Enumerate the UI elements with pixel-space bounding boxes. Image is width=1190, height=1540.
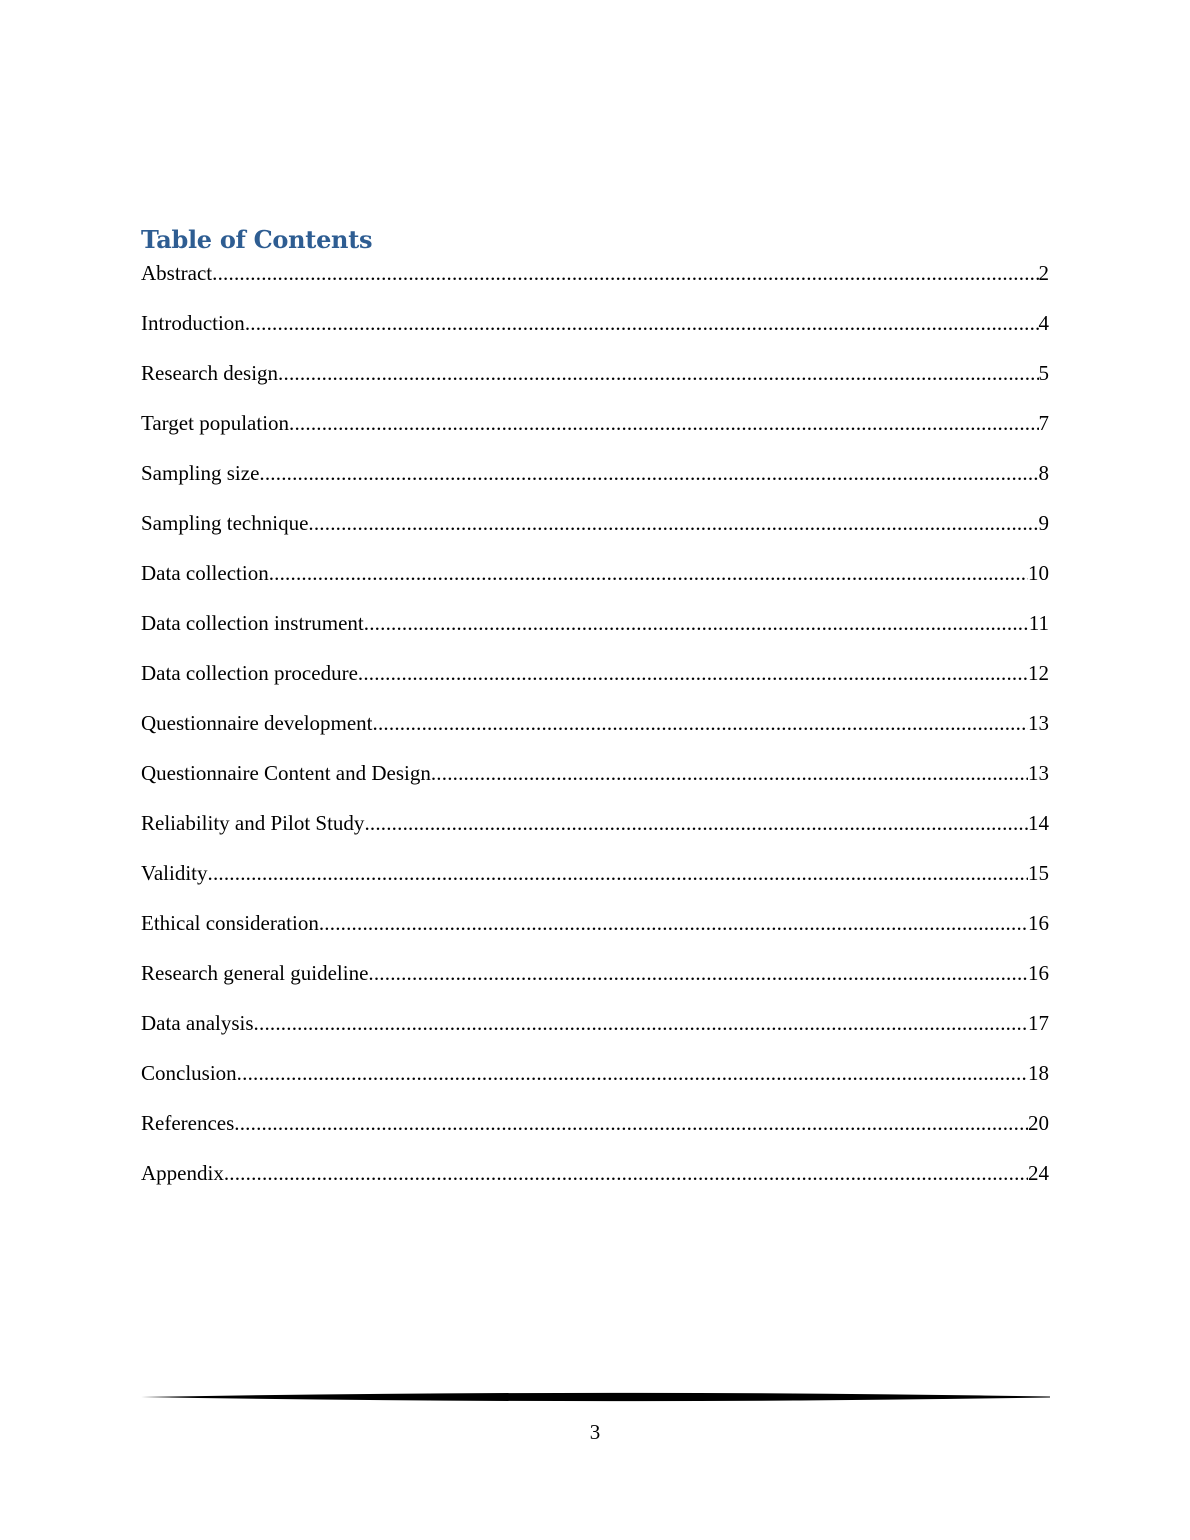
toc-entry-page: 5 — [1038, 361, 1049, 385]
toc-entry-label: Target population — [141, 411, 290, 435]
toc-entry-label: Questionnaire development — [141, 711, 373, 735]
toc-entry-data-collection-procedure[interactable] — [141, 659, 1049, 709]
toc-entry-validity[interactable] — [141, 859, 1049, 909]
toc-entry-sampling-size[interactable] — [141, 459, 1049, 509]
toc-entry-target-population[interactable] — [141, 409, 1049, 459]
footer-divider — [141, 1389, 1050, 1405]
toc-entry-page: 13 — [1028, 711, 1049, 735]
toc-entry-data-collection[interactable] — [141, 559, 1049, 609]
toc-entry-conclusion[interactable] — [141, 1059, 1049, 1109]
toc-entry-label: Validity — [141, 861, 208, 885]
toc-list — [141, 259, 1049, 1209]
toc-entry-page: 16 — [1028, 961, 1049, 985]
toc-entry-page: 15 — [1028, 861, 1049, 885]
toc-entry-label: Research general guideline — [141, 961, 369, 985]
toc-entry-ethical-consideration[interactable] — [141, 909, 1049, 959]
toc-leader — [289, 409, 1038, 437]
toc-entry-page: 20 — [1028, 1111, 1049, 1135]
toc-entry-questionnaire-development[interactable] — [141, 709, 1049, 759]
toc-entry-page: 13 — [1028, 761, 1049, 785]
toc-leader — [319, 909, 1028, 937]
toc-entry-page: 9 — [1038, 511, 1049, 535]
toc-entry-page: 18 — [1028, 1061, 1049, 1085]
toc-entry-page: 14 — [1028, 811, 1049, 835]
toc-entry-page: 8 — [1038, 461, 1049, 485]
toc-leader — [373, 709, 1028, 737]
toc-title: Table of Contents — [141, 225, 373, 254]
toc-entry-page: 11 — [1028, 611, 1049, 635]
toc-leader — [358, 659, 1028, 687]
toc-entry-introduction[interactable] — [141, 309, 1049, 359]
toc-entry-research-general-guideline[interactable] — [141, 959, 1049, 1009]
toc-leader — [245, 309, 1039, 337]
toc-leader — [212, 259, 1038, 287]
toc-entry-label: Questionnaire Content and Design — [141, 761, 431, 785]
toc-entry-label: Sampling technique — [141, 511, 309, 535]
toc-entry-questionnaire-content-and-design[interactable] — [141, 759, 1049, 809]
toc-entry-label: Data analysis — [141, 1011, 254, 1035]
toc-leader — [431, 759, 1028, 787]
toc-leader — [237, 1059, 1028, 1087]
toc-entry-label: References — [141, 1111, 235, 1135]
toc-entry-label: Sampling size — [141, 461, 260, 485]
toc-entry-label: Data collection instrument — [141, 611, 364, 635]
toc-leader — [269, 559, 1028, 587]
toc-leader — [308, 509, 1038, 537]
toc-entry-page: 2 — [1038, 261, 1049, 285]
page-number: 3 — [589, 1420, 601, 1444]
toc-entry-label: Appendix — [141, 1161, 224, 1185]
toc-entry-sampling-technique[interactable] — [141, 509, 1049, 559]
toc-entry-page: 12 — [1028, 661, 1049, 685]
toc-entry-label: Ethical consideration — [141, 911, 319, 935]
toc-entry-data-collection-instrument[interactable] — [141, 609, 1049, 659]
toc-entry-references[interactable] — [141, 1109, 1049, 1159]
toc-entry-label: Abstract — [141, 261, 213, 285]
toc-entry-page: 16 — [1028, 911, 1049, 935]
toc-leader — [368, 959, 1028, 987]
toc-entry-label: Data collection — [141, 561, 269, 585]
toc-entry-abstract[interactable] — [141, 259, 1049, 309]
toc-leader — [234, 1109, 1028, 1137]
toc-leader — [278, 359, 1038, 387]
toc-entry-research-design[interactable] — [141, 359, 1049, 409]
toc-entry-label: Conclusion — [141, 1061, 237, 1085]
toc-entry-label: Data collection procedure — [141, 661, 358, 685]
toc-leader — [259, 459, 1038, 487]
toc-leader — [364, 809, 1028, 837]
toc-entry-page: 17 — [1028, 1011, 1049, 1035]
toc-entry-label: Reliability and Pilot Study — [141, 811, 365, 835]
toc-entry-data-analysis[interactable] — [141, 1009, 1049, 1059]
toc-entry-label: Research design — [141, 361, 279, 385]
toc-entry-page: 24 — [1028, 1161, 1049, 1185]
toc-leader — [364, 609, 1029, 637]
toc-entry-appendix[interactable] — [141, 1159, 1049, 1209]
toc-entry-reliability-and-pilot-study[interactable] — [141, 809, 1049, 859]
toc-leader — [224, 1159, 1028, 1187]
toc-leader — [208, 859, 1029, 887]
toc-entry-page: 4 — [1038, 311, 1049, 335]
toc-entry-page: 10 — [1028, 561, 1049, 585]
toc-leader — [254, 1009, 1028, 1037]
toc-entry-page: 7 — [1038, 411, 1049, 435]
toc-entry-label: Introduction — [141, 311, 245, 335]
